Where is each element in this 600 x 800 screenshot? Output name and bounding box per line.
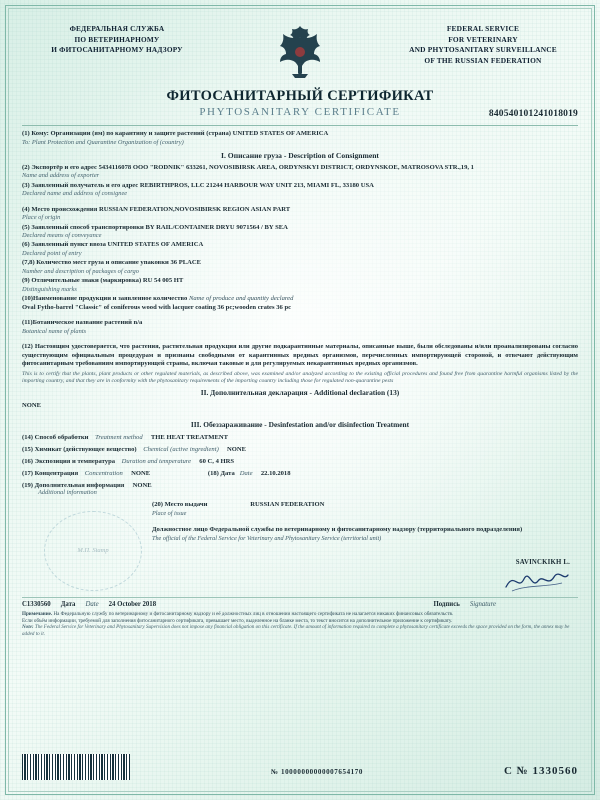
footer-date-label: Дата [60,601,76,609]
footer-notes-en-row [22,624,578,637]
header-authority-en-line1: FEDERAL SERVICE [446,24,520,33]
field-9-sublabel: Distinguishing marks [22,285,77,293]
section-1-heading: I. Описание груза - Description of Consignment [221,150,379,160]
header-authority-en-line4: OF THE RUSSIAN FEDERATION [424,56,542,66]
field-20-value: RUSSIAN FEDERATION [250,501,325,509]
field-4-origin [22,206,578,223]
certificate-content [6,6,594,794]
field-19-label: (19) Дополнительная информация [22,482,125,490]
field-2-exporter [22,164,578,181]
field-6-sublabel: Declared point of entry [22,250,82,258]
field-12-certification-ru: (12) Настоящим удостоверяется, что растения, растительная продукция или другие подкарантинные материалы, описанные выше, были обследованы и/или проанализированы согласно существующим официальным процедурам и признаны свободными от карантинных вредных организмов, перечисленных импортирующей стороной, и отвечают действующим фитосанитарным требованиям импортирующей страны, включая таковые и для регулируемых некарантинных вредных организмов. [22,343,578,368]
footer-notes [22,611,578,637]
footer-notes-en-heading: Note: [22,624,34,631]
field-19-value: NONE [132,482,152,490]
field-5-label: (5) Заявленный способ транспортировки [22,223,144,231]
field-15-sublabel: Chemical (active ingredient) [143,446,219,454]
field-11-label: (11)Ботаническое название растений [22,319,132,327]
serial-number: 1330560 [532,765,578,777]
field-14-label: (14) Способ обработки [22,434,89,442]
field-11-sublabel: Botanical name of plants [22,327,87,335]
field-10-label: (10)Наименование продукции и заявленное количество [22,295,188,303]
field-14-value: THE HEAT TREATMENT [150,434,229,442]
field-16-sublabel: Duration and temperature [121,458,192,466]
footer-date-sublabel: Date [85,601,99,609]
certificate-number: 840540101241018019 [488,109,578,119]
field-1-label: (1) Кому: Организации (ям) по карантину и защите растений (страна) [22,130,231,137]
footer-line [22,597,578,608]
field-16-value: 60 C, 4 HRS [199,458,235,466]
field-18-label: (18) Дата [207,470,235,478]
official-title-en: The official of the Federal Service for Veterinary and Phytosanitary Service (territorial unit) [152,534,382,542]
header-authority-ru [22,24,212,56]
field-7-8-packages [22,259,578,276]
field-3-sublabel: Declared name and address of consignee [22,190,128,198]
field-7-8-sublabel: Number and description of packages of cargo [22,267,139,275]
field-10-sublabel: Name of produce and quantity declared [188,295,294,303]
field-13-value: NONE [22,402,42,410]
field-17-18-concentration-date [22,470,578,477]
spacer-4 [22,411,578,417]
field-4-sublabel: Place of origin [22,214,61,222]
russian-double-headed-eagle-emblem [271,22,329,80]
section-2-heading: II. Дополнительная декларация - Additional declaration (13) [200,388,400,398]
field-20-label: (20) Место выдачи [152,501,208,509]
header-authority-en [388,24,578,67]
stamp-label: М.П. Stamp [77,546,109,554]
footer-notes-ru-text: На Федеральную службу по ветеринарному и фитосанитарному надзору и её должностных лиц в отношении настоящего сертификата не налагается никаких финансовых обязательств. [53,611,454,618]
page-title-ru: ФИТОСАНИТАРНЫЙ СЕРТИФИКАТ [166,88,434,104]
field-2-value: 5434116078 ООО "RODNIK" 633261, NOVOSIBIRSK AREA, ORDYNSKYI DISTRICT, ORDYNSKOE, MATROSOVA STR.,19, 1 [98,163,474,171]
header-authority-ru-line3: И ФИТОСАНИТАРНОМУ НАДЗОРУ [51,45,183,55]
field-9-value: RU 54 005 НТ [142,277,184,285]
field-20-sublabel: Place of issue [152,510,187,518]
issue-block [22,501,578,593]
footer-notes-en-text: The Federal Service for Veterinary and Phytosanitary Supervision does not impose any financial obligation on this certificate. If the amount of information required to complete a phytosanitary certificate exceeds the space provided on the form, the annex may be added to it. [22,624,570,637]
field-14-treatment-method [22,434,578,441]
footer-notes-ru-heading: Примечание. [22,611,53,618]
field-14-sublabel: Treatment method [95,434,143,442]
serial-number-block [504,765,578,780]
field-7-8-label: (7,8) Количество мест груза и описание упаковки [22,259,169,267]
field-1-sublabel: To: Plant Protection and Quarantine Organization of (country) [22,138,184,146]
footer-doc-number: C1330560 [22,601,51,609]
barcode [22,754,130,780]
field-20-place-of-issue [152,501,578,518]
header-authority-en-line3: AND PHYTOSANITARY SURVEILLANCE [409,45,557,55]
field-6-value: UNITED STATES OF AMERICA [107,241,204,249]
field-2-label: (2) Экспортёр и его адрес [22,163,97,171]
field-2-sublabel: Name and address of exporter [22,172,100,180]
field-7-8-value: 36 PLACE [170,259,202,267]
official-title-ru: Должностное лицо Федеральной службы по ветеринарному и фитосанитарному надзору (территориального подразделения) [152,526,523,534]
issue-body [152,501,578,543]
field-4-label: (4) Место происхождения [22,205,98,213]
field-1-value: UNITED STATES OF AMERICA [232,130,329,137]
field-3-consignee [22,182,578,199]
field-16-label: (16) Экспозиция и температура [22,458,116,466]
field-5-conveyance [22,224,578,241]
field-6-point-of-entry [22,241,578,258]
field-19-sublabel: Additional information [38,489,97,497]
field-17-sublabel: Concentration [84,470,123,478]
field-4-value: RUSSIAN FEDERATION,NOVOSIBIRSK REGION ASIAN PART [98,205,291,213]
serial-prefix: С № [503,765,529,777]
footer-signature-sublabel: Signature [469,601,496,609]
field-15-value: NONE [227,446,247,454]
field-18-sublabel: Date [239,470,253,478]
official-signatory-block [152,526,578,543]
field-11-botanical-name [22,319,578,336]
signer-name: SAVINCKIKH L. [515,559,570,567]
field-18-value: 22.10.2018 [260,470,291,478]
page-title-en: PHYTOSANITARY CERTIFICATE [199,106,401,118]
header-authority-ru-line2: ПО ВЕТЕРИНАРНОМУ [74,34,160,44]
field-15-label: (15) Химикат (действующее вещество) [22,446,137,454]
signature-mark [502,567,572,593]
header-divider [22,125,578,126]
field-17-label: (17) Концентрация [22,470,79,478]
field-6-label: (6) Заявленный пункт ввоза [22,241,106,249]
field-9-marks [22,277,578,294]
footer-bottom-strip [22,754,578,780]
field-19-additional-info [22,482,578,496]
field-3-label: (3) Заявленный получатель и его адрес [22,181,139,189]
footer-notes-ru2-text: Если объём информации, требуемой для заполнения фитосанитарного сертификата, превышает место, выделенное на бланке места, то текст вносится на дополнительное приложение к сертификату. [22,617,453,624]
field-3-value: REBIRTHPROS, LLC 21244 HARBOUR WAY UNIT 213, MIAMI FL, 33180 USA [139,181,374,189]
footer-signature-label: Подпись [433,601,460,609]
header-authority-ru-line1: ФЕДЕРАЛЬНАЯ СЛУЖБА [69,24,165,33]
header-authority-en-line2: FOR VETERINARY [448,34,518,44]
field-16-duration-temperature [22,458,578,465]
field-11-value: n/a [133,319,143,327]
footer-date-value: 24 October 2018 [108,601,157,609]
section-3-heading: III. Обеззараживание - Desinfestation and/or disinfection Treatment [190,420,410,430]
field-15-chemical [22,446,578,453]
field-5-sublabel: Declared means of conveyance [22,232,102,240]
field-5-value: BY RAIL/CONTAINER DRYU 9071564 / BY SEA [145,223,288,231]
barcode-number: № 10000000000007654170 [271,768,363,776]
official-stamp [44,511,142,591]
field-10-produce [22,295,578,312]
field-17-value: NONE [131,470,151,478]
field-9-label: (9) Отличительные знаки (маркировка) [22,277,142,285]
document-header [22,24,578,80]
field-1-consignee-country [22,130,578,147]
field-10-value: Oval Fytho-barrel "Classic" of coniferous wood with lacquer coating 36 pc;wooden crates 36 pc [22,303,292,311]
field-12-certification-en: This is to certify that the plants, plant products or other regulated materials, as described above, was examined and/or analyzed according to the existing official procedures and found free from quarantine harmful organisms listed by the importing country, and that they are in conformity with the phytosanitary requirements of the importing country including those for regulated non-quarantine pests [22,370,578,384]
